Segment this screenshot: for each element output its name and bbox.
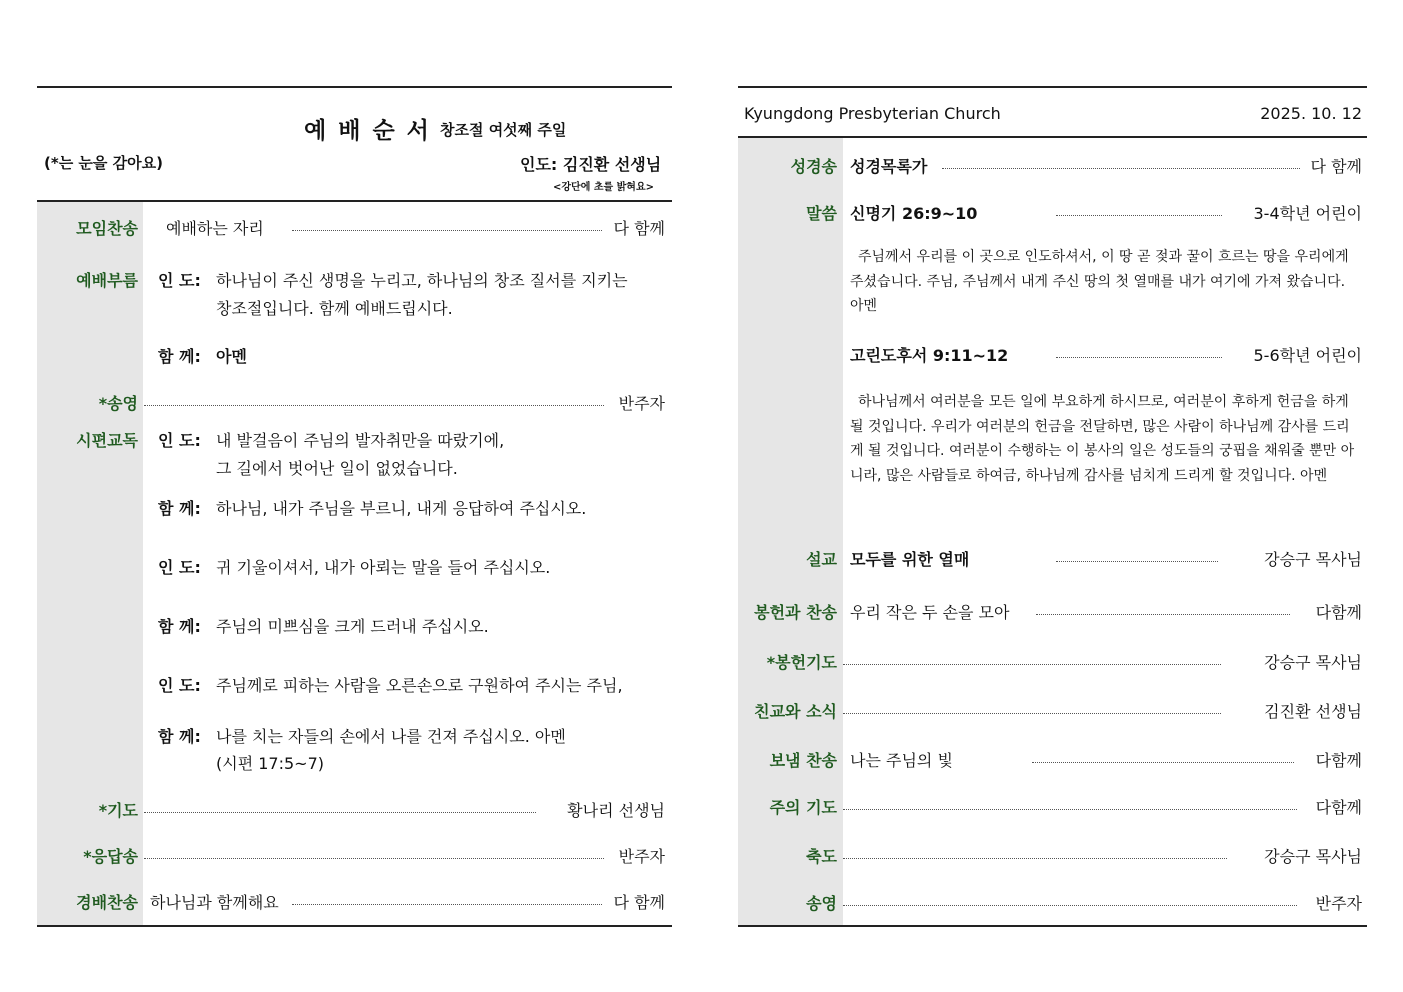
word-ref1-leader-dots [1056,215,1222,216]
psalm-label: 시편교독 [76,431,138,450]
lords-prayer-who: 다함께 [1315,798,1362,817]
eyes-note: (*는 눈을 감아요) [44,154,163,172]
fellowship-leader-dots [843,713,1221,714]
prayer-who: 황나리 선생님 [567,801,665,820]
benediction-leader-dots [843,858,1227,859]
word-text1: 주님께서 우리를 이 곳으로 인도하셔서, 이 땅 곧 젖과 꿀이 흐르는 땅을 우리에게 주셨습니다. 주님, 주님께서 내게 주신 땅의 첫 열매를 내가 여기에 가져 왔습니다. 아멘 [850,249,1349,314]
offering-who: 다함께 [1315,603,1362,622]
offering-title: 우리 작은 두 손을 모아 [850,603,1010,622]
praise-leader-dots [292,904,602,905]
prayer-label: *기도 [98,801,138,820]
psalm-r1-speaker: 인 도: [158,431,201,450]
offering-prayer-leader-dots [843,664,1221,665]
bible-song-title: 성경목록가 [850,157,928,176]
service-date: 2025. 10. 12 [1260,104,1362,123]
call-l1-line1: 하나님이 주신 생명을 누리고, 하나님의 창조 질서를 지키는 [216,271,628,290]
sermon-title: 모두를 위한 열매 [850,550,970,569]
lords-prayer-label: 주의 기도 [769,798,837,817]
leader-line: 인도: 김진환 선생님 [520,155,662,174]
sermon-leader-dots [1056,561,1218,562]
response-who: 반주자 [618,847,665,866]
bible-song-label: 성경송 [790,157,837,176]
offering-prayer-label: *봉헌기도 [766,653,837,672]
call-l2-speaker: 함 께: [158,347,201,366]
call-l2-text: 아멘 [216,347,247,366]
psalm-r6-line1: 나를 치는 자들의 손에서 나를 건져 주십시오. 아멘 [216,727,566,746]
response-label: *응답송 [83,847,138,866]
word-ref1: 신명기 26:9~10 [850,204,978,223]
fellowship-label: 친교와 소식 [754,702,837,721]
top-rule-left [37,86,672,88]
psalm-reference: (시편 17:5~7) [216,754,324,773]
bottom-rule-left [37,925,672,927]
call-label: 예배부름 [76,271,138,290]
lords-prayer-leader-dots [843,809,1297,810]
praise-who: 다 함께 [613,893,665,912]
call-l1-speaker: 인 도: [158,271,201,290]
top-rule-right [738,86,1367,88]
word-ref2-leader-dots [1056,357,1222,358]
season-subtitle: 창조절 여섯째 주일 [440,121,567,139]
psalm-r2-speaker: 함 께: [158,499,201,518]
sending-who: 다함께 [1315,751,1362,770]
candle-note: <강단에 초를 밝혀요> [553,182,655,193]
gathering-title: 예배하는 자리 [166,219,264,238]
psalm-r5-speaker: 인 도: [158,676,201,695]
psalm-r5-text: 주님께로 피하는 사람을 오른손으로 구원하여 주시는 주님, [216,676,623,695]
praise-label: 경배찬송 [76,893,138,912]
gathering-leader-dots [292,230,602,231]
bible-song-who: 다 함께 [1310,157,1362,176]
benediction-label: 축도 [806,847,837,866]
sending-title: 나는 주님의 빛 [850,751,953,770]
fellowship-who: 김진환 선생님 [1264,702,1362,721]
prayer-leader-dots [144,812,536,813]
order-title: 예 배 순 서 [304,118,431,144]
response-leader-dots [144,858,604,859]
psalm-r1-line2: 그 길에서 벗어난 일이 없었습니다. [216,459,458,478]
closing-who: 반주자 [1315,894,1362,913]
psalm-r4-text: 주님의 미쁘심을 크게 드러내 주십시오. [216,617,489,636]
word-text2: 하나님께서 여러분을 모든 일에 부요하게 하시므로, 여러분이 후하게 헌금을 하게 될 것입니다. 우리가 여러분의 헌금을 전달하면, 많은 사람이 하나님께 감사를 드리게 될 것입니다. 여러분이 수행하는 이 봉사의 일은 성도들의 궁핍을 채워줄 뿐만 아니라, 많은 사람들로 하여금, 하나님께 감사를 넘치게 드리게 할 것입니다. 아멘 [850,394,1355,484]
psalm-r3-speaker: 인 도: [158,558,201,577]
closing-label: 송영 [806,894,837,913]
sending-label: 보냄 찬송 [769,751,837,770]
bottom-rule-right [738,925,1367,927]
song-label: *송영 [98,394,138,413]
psalm-r3-text: 귀 기울이셔서, 내가 아뢰는 말을 들어 주십시오. [216,558,551,577]
song-who: 반주자 [618,394,665,413]
offering-prayer-who: 강승구 목사님 [1264,653,1362,672]
word-label: 말씀 [806,204,837,223]
word-reader1: 3-4학년 어린이 [1253,204,1362,223]
psalm-r1-line1: 내 발걸음이 주님의 발자취만을 따랐기에, [216,431,505,450]
sermon-label: 설교 [806,550,837,569]
psalm-r2-text: 하나님, 내가 주님을 부르니, 내게 응답하여 주십시오. [216,499,587,518]
church-name: Kyungdong Presbyterian Church [744,104,1001,123]
sermon-who: 강승구 목사님 [1264,550,1362,569]
word-ref2: 고린도후서 9:11~12 [850,346,1009,365]
benediction-who: 강승구 목사님 [1264,847,1362,866]
offering-label: 봉헌과 찬송 [754,603,837,622]
call-l1-line2: 창조절입니다. 함께 예배드립시다. [216,299,453,318]
praise-title: 하나님과 함께해요 [150,893,279,912]
psalm-r4-speaker: 함 께: [158,617,201,636]
closing-leader-dots [843,905,1297,906]
sending-leader-dots [1032,762,1294,763]
gathering-label: 모임찬송 [76,219,138,238]
word-reader2: 5-6학년 어린이 [1253,346,1362,365]
gathering-who: 다 함께 [613,219,665,238]
psalm-r6-speaker: 함 께: [158,727,201,746]
song-leader-dots [144,405,604,406]
bible-song-leader-dots [942,168,1300,169]
offering-leader-dots [1036,614,1290,615]
